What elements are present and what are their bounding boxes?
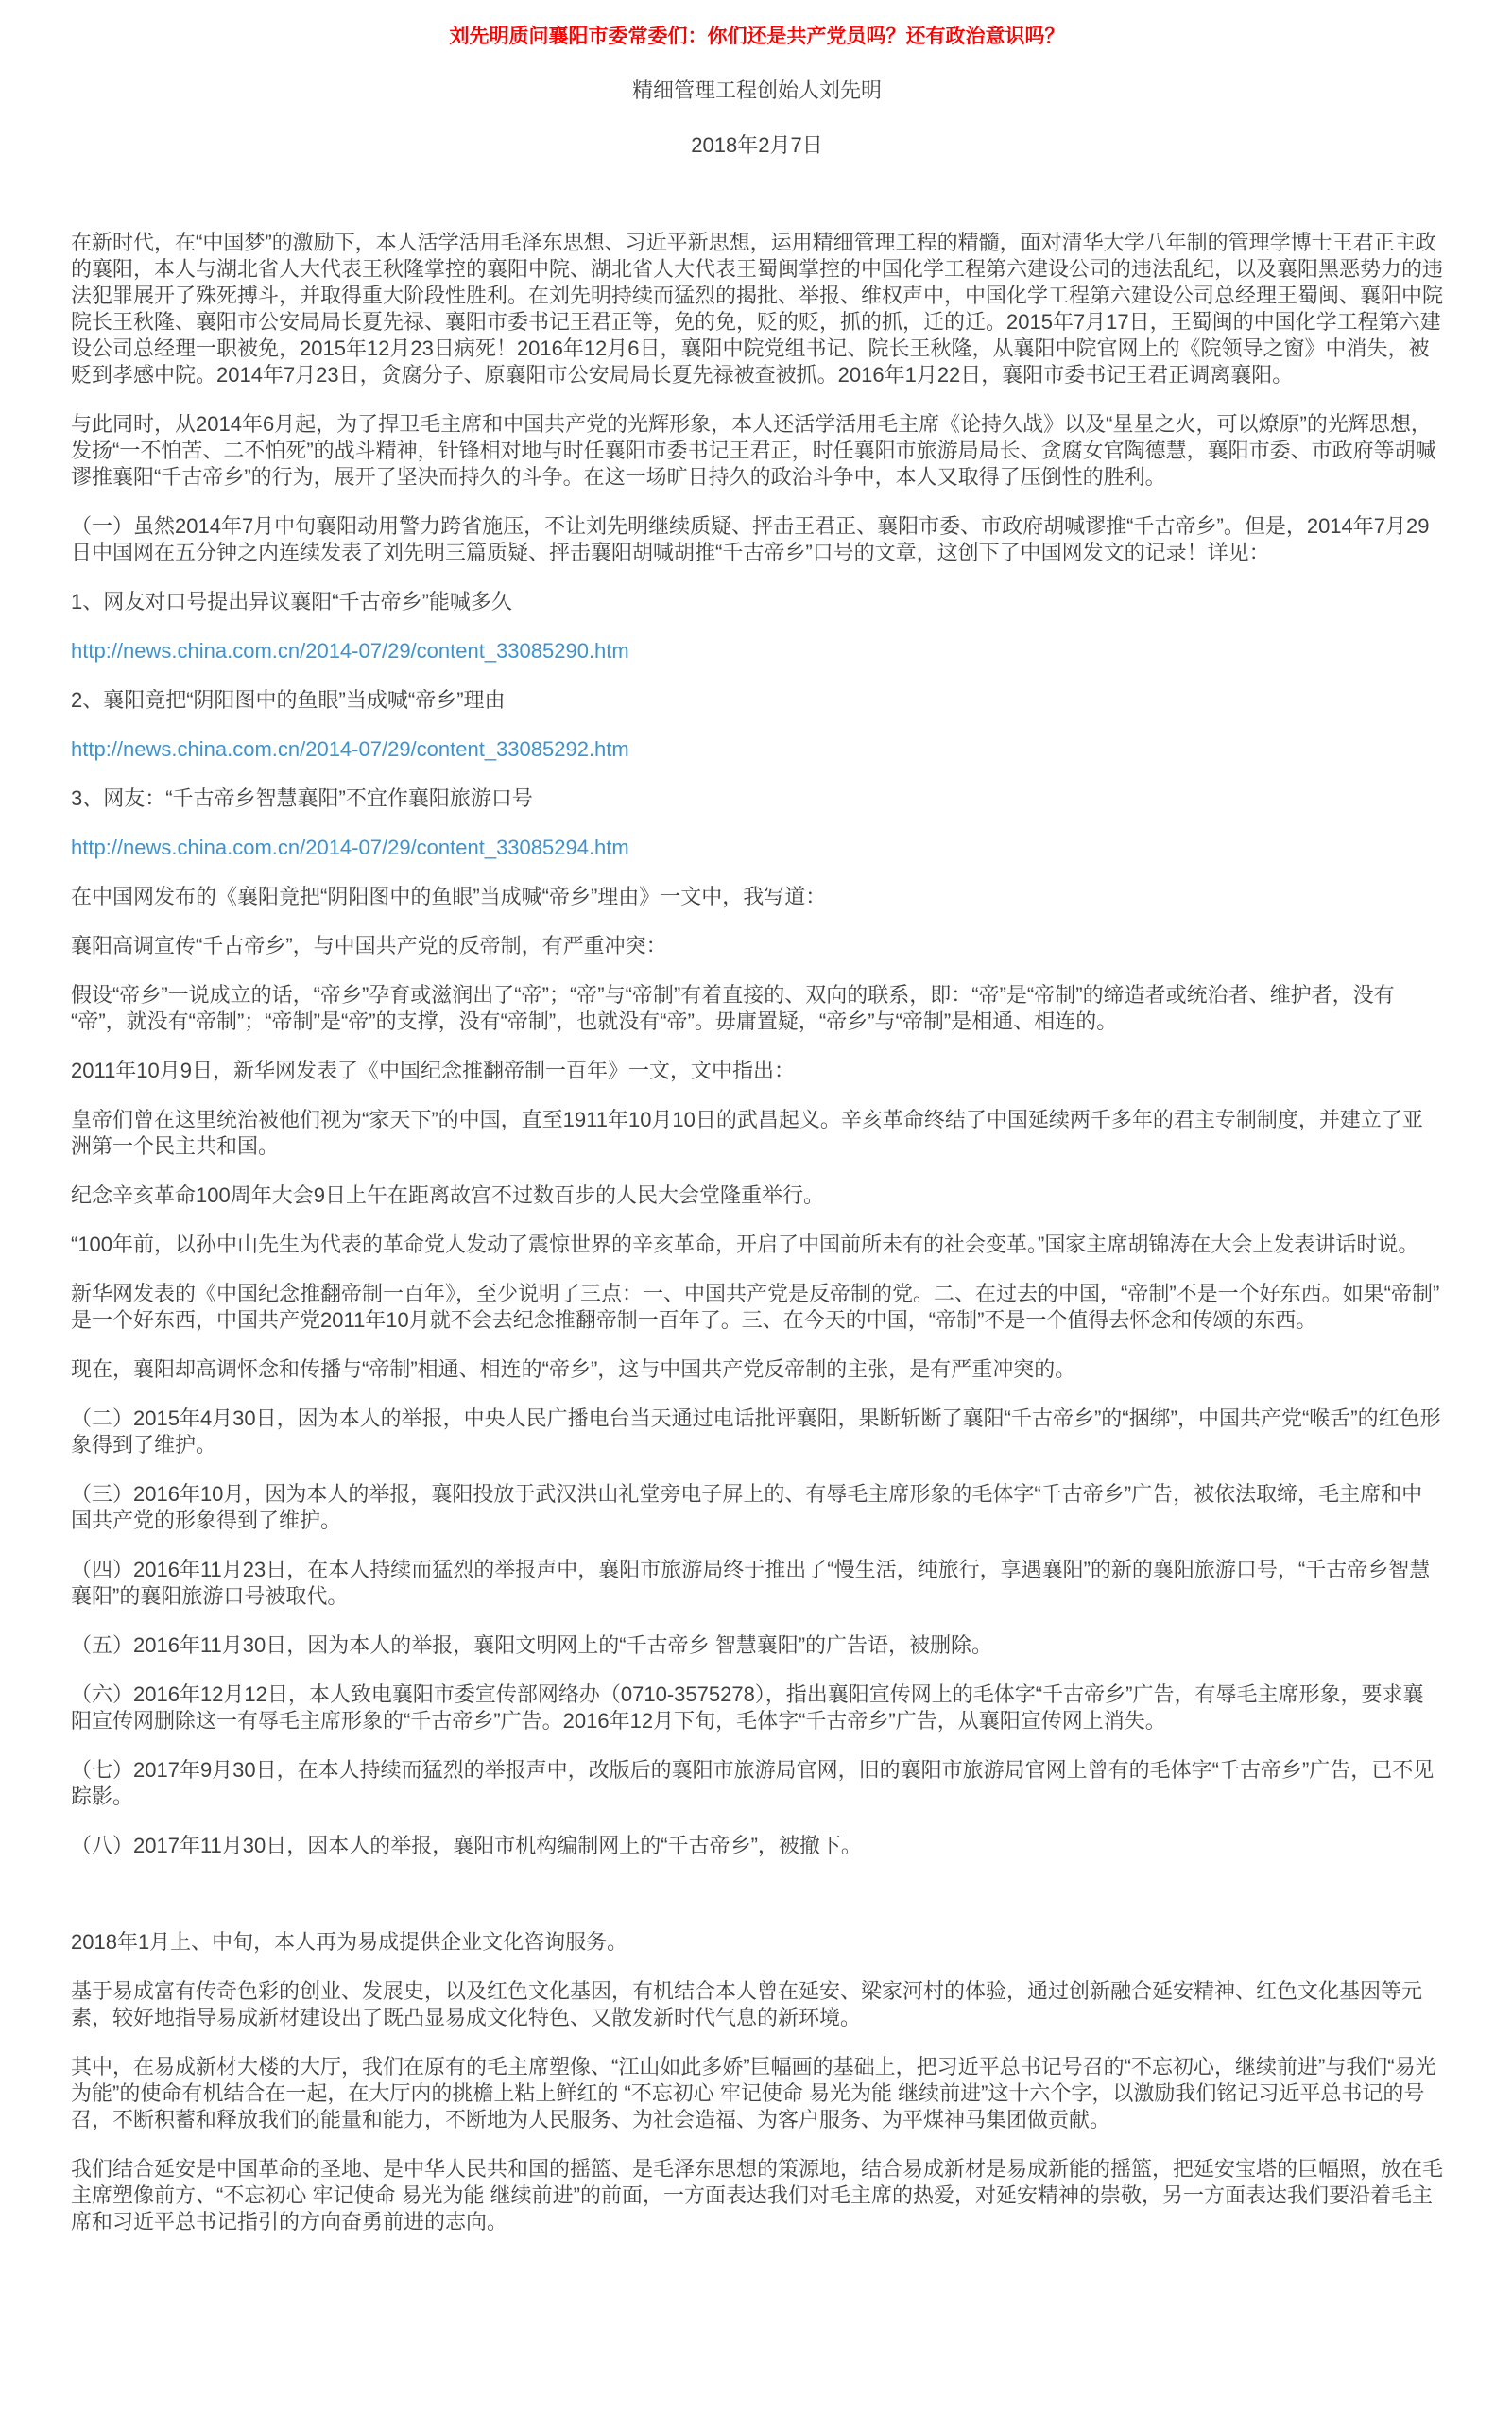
- article-link[interactable]: http://news.china.com.cn/2014-07/29/content_33085294.htm: [71, 836, 629, 859]
- paragraph: （五）2016年11月30日，因为本人的举报，襄阳文明网上的“千古帝乡 智慧襄阳”的广告语，被删除。: [71, 1633, 993, 1657]
- paragraph: 3、网友：“千古帝乡智慧襄阳”不宜作襄阳旅游口号: [71, 786, 533, 810]
- paragraph: （三）2016年10月，因为本人的举报，襄阳投放于武汉洪山礼堂旁电子屏上的、有辱毛主席形象的毛体字“千古帝乡”广告，被依法取缔，毛主席和中国共产党的形象得到了维护。: [71, 1482, 1423, 1532]
- paragraph: 1、网友对口号提出异议襄阳“千古帝乡”能喊多久: [71, 590, 512, 613]
- paragraph: 在中国网发布的《襄阳竟把“阴阳图中的鱼眼”当成喊“帝乡”理由》一文中，我写道：: [71, 885, 827, 908]
- paragraph-spacer: [71, 1882, 1443, 1906]
- link-paragraph: [71, 835, 1443, 861]
- article-title: 刘先明质问襄阳市委常委们：你们还是共产党员吗？还有政治意识吗？: [449, 26, 1065, 47]
- paragraph: “100年前，以孙中山先生为代表的革命党人发动了震惊世界的辛亥革命，开启了中国前所未有的社会变革。”国家主席胡锦涛在大会上发表讲话时说。: [71, 1233, 1419, 1256]
- paragraph: 在新时代，在“中国梦”的激励下，本人活学活用毛泽东思想、习近平新思想，运用精细管理工程的精髓，面对清华大学八年制的管理学博士王君正主政的襄阳，本人与湖北省人大代表王秋隆掌控的襄阳中院、湖北省人大代表王蜀闽掌控的中国化学工程第六建设公司的违法乱纪，以及襄阳黑恶势力的违法犯罪展开了殊死搏斗，并取得重大阶段性胜利。在刘先明持续而猛烈的揭批、举报、维权声中，中国化学工程第六建设公司总经理王蜀闽、襄阳中院院长王秋隆、襄阳市公安局局长夏先禄、襄阳市委书记王君正等，免的免，贬的贬，抓的抓，迁的迁。2015年7月17日，王蜀闽的中国化学工程第六建设公司总经理一职被免，2015年12月23日病死！2016年12月6日，襄阳中院党组书记、院长王秋隆，从襄阳中院官网上的《院领导之窗》中消失，被贬到孝感中院。2014年7月23日，贪腐分子、原襄阳市公安局局长夏先禄被查被抓。2016年1月22日，襄阳市委书记王君正调离襄阳。: [71, 231, 1444, 387]
- article-date: 2018年2月7日: [691, 133, 823, 157]
- article-link[interactable]: http://news.china.com.cn/2014-07/29/content_33085290.htm: [71, 639, 629, 663]
- paragraph: 新华网发表的《中国纪念推翻帝制一百年》，至少说明了三点：一、中国共产党是反帝制的党。二、在过去的中国，“帝制”不是一个好东西。如果“帝制”是一个好东西，中国共产党2011年10月就不会去纪念推翻帝制一百年了。三、在今天的中国，“帝制”不是一个值得去怀念和传颂的东西。: [71, 1282, 1440, 1332]
- link-paragraph: [71, 736, 1443, 763]
- paragraph: 2011年10月9日，新华网发表了《中国纪念推翻帝制一百年》一文，文中指出：: [71, 1059, 796, 1082]
- paragraph: 我们结合延安是中国革命的圣地、是中华人民共和国的摇篮、是毛泽东思想的策源地，结合易成新材是易成新能的摇篮，把延安宝塔的巨幅照，放在毛主席塑像前方、“不忘初心 牢记使命 易光为能 继续前进”的前面，一方面表达我们对毛主席的热爱，对延安精神的崇敬，另一方面表达我们要沿着毛主席和习近平总书记指引的方向奋勇前进的志向。: [71, 2157, 1444, 2234]
- paragraph: 2018年1月上、中旬，本人再为易成提供企业文化咨询服务。: [71, 1930, 628, 1954]
- paragraph: （七）2017年9月30日，在本人持续而猛烈的举报声中，改版后的襄阳市旅游局官网，旧的襄阳市旅游局官网上曾有的毛体字“千古帝乡”广告，已不见踪影。: [71, 1758, 1435, 1808]
- paragraph: 纪念辛亥革命100周年大会9日上午在距离故宫不过数百步的人民大会堂隆重举行。: [71, 1183, 824, 1207]
- article-author: 精细管理工程创始人刘先明: [631, 78, 882, 102]
- article-link[interactable]: http://news.china.com.cn/2014-07/29/content_33085292.htm: [71, 737, 629, 761]
- paragraph: 假设“帝乡”一说成立的话，“帝乡”孕育或滋润出了“帝”；“帝”与“帝制”有着直接的、双向的联系，即：“帝”是“帝制”的缔造者或统治者、维护者，没有“帝”，就没有“帝制”；“帝制”是“帝”的支撑，没有“帝制”，也就没有“帝”。毋庸置疑，“帝乡”与“帝制”是相通、相连的。: [71, 983, 1395, 1033]
- paragraph: （八）2017年11月30日，因本人的举报，襄阳市机构编制网上的“千古帝乡”，被撤下。: [71, 1834, 862, 1857]
- link-paragraph: [71, 638, 1443, 664]
- paragraph: （六）2016年12月12日，本人致电襄阳市委宣传部网络办（0710-3575278），指出襄阳宣传网上的毛体字“千古帝乡”广告，有辱毛主席形象，要求襄阳宣传网删除这一有辱毛主席形象的“千古帝乡”广告。2016年12月下旬，毛体字“千古帝乡”广告，从襄阳宣传网上消失。: [71, 1682, 1424, 1733]
- paragraph: 襄阳高调宣传“千古帝乡”，与中国共产党的反帝制，有严重冲突：: [71, 934, 667, 957]
- paragraph: 现在，襄阳却高调怀念和传播与“帝制”相通、相连的“帝乡”，这与中国共产党反帝制的主张，是有严重冲突的。: [71, 1357, 1076, 1381]
- paragraph: 皇帝们曾在这里统治被他们视为“家天下”的中国，直至1911年10月10日的武昌起义。辛亥革命终结了中国延续两千多年的君主专制制度，并建立了亚洲第一个民主共和国。: [71, 1108, 1423, 1158]
- paragraph: （四）2016年11月23日，在本人持续而猛烈的举报声中，襄阳市旅游局终于推出了“慢生活，纯旅行，享遇襄阳”的新的襄阳旅游口号，“千古帝乡智慧襄阳”的襄阳旅游口号被取代。: [71, 1558, 1431, 1608]
- paragraph: 2、襄阳竟把“阴阳图中的鱼眼”当成喊“帝乡”理由: [71, 688, 506, 712]
- paragraph: 基于易成富有传奇色彩的创业、发展史，以及红色文化基因，有机结合本人曾在延安、梁家河村的体验，通过创新融合延安精神、红色文化基因等元素，较好地指导易成新材建设出了既凸显易成文化特色、又散发新时代气息的新环境。: [71, 1979, 1423, 2029]
- article-page: [0, 23, 1512, 2296]
- article-body: [71, 230, 1443, 2235]
- paragraph: 与此同时，从2014年6月起，为了捍卫毛主席和中国共产党的光辉形象，本人还活学活用毛主席《论持久战》以及“星星之火，可以燎原”的光辉思想，发扬“一不怕苦、二不怕死”的战斗精神，针锋相对地与时任襄阳市委书记王君正，时任襄阳市旅游局局长、贪腐女官陶德慧，襄阳市委、市政府等胡喊谬推襄阳“千古帝乡”的行为，展开了坚决而持久的斗争。在这一场旷日持久的政治斗争中，本人又取得了压倒性的胜利。: [71, 412, 1436, 489]
- paragraph: （一）虽然2014年7月中旬襄阳动用警力跨省施压，不让刘先明继续质疑、抨击王君正、襄阳市委、市政府胡喊谬推“千古帝乡”。但是，2014年7月29日中国网在五分钟之内连续发表了刘先明三篇质疑、抨击襄阳胡喊胡推“千古帝乡”口号的文章，这创下了中国网发文的记录！详见：: [71, 514, 1430, 564]
- paragraph: 其中，在易成新材大楼的大厅，我们在原有的毛主席塑像、“江山如此多娇”巨幅画的基础上，把习近平总书记号召的“不忘初心，继续前进”与我们“易光为能”的使命有机结合在一起，在大厅内的挑檐上粘上鲜红的 “不忘初心 牢记使命 易光为能 继续前进”这十六个字，以激励我们铭记习近平总书记的号召，不断积蓄和释放我们的能量和能力，不断地为人民服务、为社会造福、为客户服务、为平煤神马集团做贡献。: [71, 2055, 1436, 2131]
- paragraph: （二）2015年4月30日，因为本人的举报，中央人民广播电台当天通过电话批评襄阳，果断斩断了襄阳“千古帝乡”的“捆绑”，中国共产党“喉舌”的红色形象得到了维护。: [71, 1406, 1441, 1457]
